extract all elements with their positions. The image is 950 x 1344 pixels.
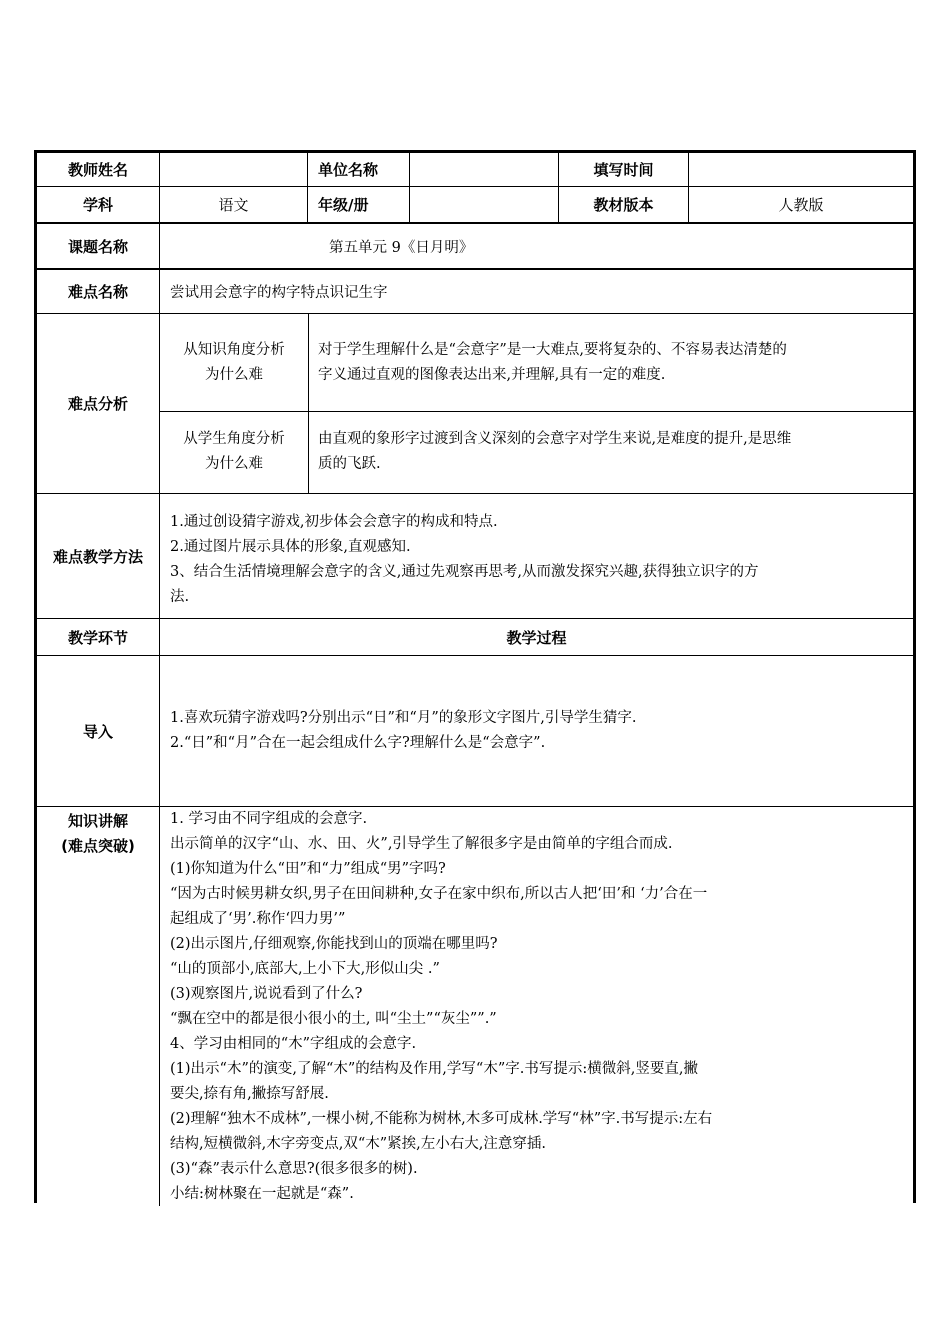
analysis-knowledge-row bbox=[160, 314, 913, 412]
topic-value: 第五单元 9《日月明》 bbox=[329, 239, 474, 256]
knowledge-angle-label-line: 为什么难 bbox=[205, 366, 263, 383]
analysis-label: 难点分析 bbox=[37, 314, 160, 493]
student-angle-text bbox=[308, 411, 913, 493]
topic-row bbox=[37, 224, 913, 270]
knowledge-line: (2)出示图片,仔细观察,你能找到山的顶端在哪里吗? bbox=[170, 936, 498, 952]
knowledge-line: 4、学习由相同的“木”字组成的会意字. bbox=[170, 1036, 417, 1052]
knowledge-angle-text bbox=[308, 314, 913, 411]
knowledge-line: 1. 学习由不同字组成的会意字. bbox=[170, 811, 368, 827]
subject-value: 语文 bbox=[160, 187, 308, 222]
grade-value[interactable] bbox=[410, 187, 559, 222]
difficulty-label: 难点名称 bbox=[37, 270, 160, 313]
grade-label: 年级/册 bbox=[308, 187, 410, 222]
student-angle-label-line: 从学生角度分析 bbox=[183, 431, 285, 447]
method-line: 2.通过图片展示具体的形象,直观感知. bbox=[170, 539, 411, 555]
methods-label: 难点教学方法 bbox=[37, 494, 160, 618]
knowledge-line: (1)出示“木”的演变,了解“木”的结构及作用,学写“木”字.书写提示:横微斜,竖要直,撇 bbox=[170, 1061, 698, 1077]
topic-label: 课题名称 bbox=[37, 224, 160, 268]
fill-time-value[interactable] bbox=[689, 153, 913, 186]
analysis-row bbox=[37, 314, 913, 494]
knowledge-line: 结构,短横微斜,木字旁变点,双“木”紧挨,左小右大,注意穿插. bbox=[170, 1136, 546, 1152]
knowledge-content bbox=[160, 807, 913, 1206]
knowledge-label bbox=[37, 807, 160, 1206]
intro-row bbox=[37, 656, 913, 807]
fill-time-label: 填写时间 bbox=[559, 153, 689, 186]
knowledge-line: “因为古时候男耕女织,男子在田间耕种,女子在家中织布,所以古人把‘田’和 ‘力’合在一 bbox=[170, 886, 708, 902]
process-header: 教学过程 bbox=[506, 628, 567, 647]
student-angle-label bbox=[160, 411, 309, 493]
text-line: 对于学生理解什么是“会意字”是一大难点,要将复杂的、不容易表达清楚的 bbox=[318, 341, 787, 358]
unit-value[interactable] bbox=[410, 153, 559, 186]
knowledge-angle-label-line: 从知识角度分析 bbox=[183, 341, 285, 358]
text-line: 由直观的象形字过渡到含义深刻的会意字对学生来说,是难度的提升,是思维 bbox=[318, 431, 792, 447]
methods-content bbox=[160, 494, 913, 618]
knowledge-line: 小结:树林聚在一起就是“森”. bbox=[170, 1186, 354, 1202]
teacher-label: 教师姓名 bbox=[37, 153, 160, 186]
analysis-content bbox=[160, 314, 913, 493]
process-header-row bbox=[37, 619, 913, 656]
intro-content bbox=[160, 656, 913, 806]
difficulty-row bbox=[37, 270, 913, 314]
knowledge-label-line: 知识讲解 bbox=[67, 812, 128, 830]
knowledge-row bbox=[37, 807, 913, 1206]
knowledge-line: (2)理解“独木不成林”,一棵小树,不能称为树林,木多可成林.学写“林”字.书写提示:左右 bbox=[170, 1111, 713, 1127]
header-row-1 bbox=[37, 153, 913, 187]
knowledge-line: “飘在空中的都是很小很小的土, 叫“尘土”“灰尘””.” bbox=[170, 1011, 497, 1027]
method-line: 3、结合生活情境理解会意字的含义,通过先观察再思考,从而激发探究兴趣,获得独立识字的方 bbox=[170, 564, 759, 580]
analysis-student-row bbox=[160, 411, 913, 493]
header-row-2 bbox=[37, 187, 913, 224]
knowledge-angle-label bbox=[160, 314, 309, 411]
method-line: 1.通过创设猜字游戏,初步体会会意字的构成和特点. bbox=[170, 514, 498, 530]
edition-label: 教材版本 bbox=[559, 187, 689, 222]
text-line: 质的飞跃. bbox=[318, 456, 381, 472]
knowledge-line: (3)观察图片,说说看到了什么? bbox=[170, 986, 363, 1002]
teacher-value[interactable] bbox=[160, 153, 308, 186]
student-angle-label-line: 为什么难 bbox=[205, 456, 263, 472]
knowledge-label-line: (难点突破) bbox=[61, 837, 135, 855]
knowledge-line: (3)“森”表示什么意思?(很多很多的树). bbox=[170, 1161, 418, 1177]
subject-label: 学科 bbox=[37, 187, 160, 222]
knowledge-line: (1)你知道为什么“田”和“力”组成“男”字吗? bbox=[170, 861, 446, 877]
knowledge-line: “山的顶部小,底部大,上小下大,形似山尖 .” bbox=[170, 961, 440, 977]
text-line: 字义通过直观的图像表达出来,并理解,具有一定的难度. bbox=[318, 366, 666, 383]
knowledge-line: 要尖,捺有角,撇捺写舒展. bbox=[170, 1086, 329, 1102]
unit-label: 单位名称 bbox=[308, 153, 410, 186]
intro-line: 1.喜欢玩猜字游戏吗?分别出示“日”和“月”的象形文字图片,引导学生猜字. bbox=[170, 710, 637, 726]
knowledge-line: 出示简单的汉字“山、水、田、火”,引导学生了解很多字是由简单的字组合而成. bbox=[170, 836, 673, 852]
difficulty-value: 尝试用会意字的构字特点识记生字 bbox=[170, 285, 388, 301]
intro-line: 2.“日”和“月”合在一起会组成什么字?理解什么是“会意字”. bbox=[170, 735, 546, 751]
edition-value: 人教版 bbox=[778, 196, 824, 214]
intro-label: 导入 bbox=[37, 656, 160, 806]
knowledge-line: 起组成了‘男’.称作‘四力男’” bbox=[170, 911, 346, 927]
method-line: 法. bbox=[170, 589, 190, 605]
methods-row bbox=[37, 494, 913, 619]
lesson-plan-table bbox=[34, 150, 916, 1203]
stage-header: 教学环节 bbox=[37, 619, 160, 655]
